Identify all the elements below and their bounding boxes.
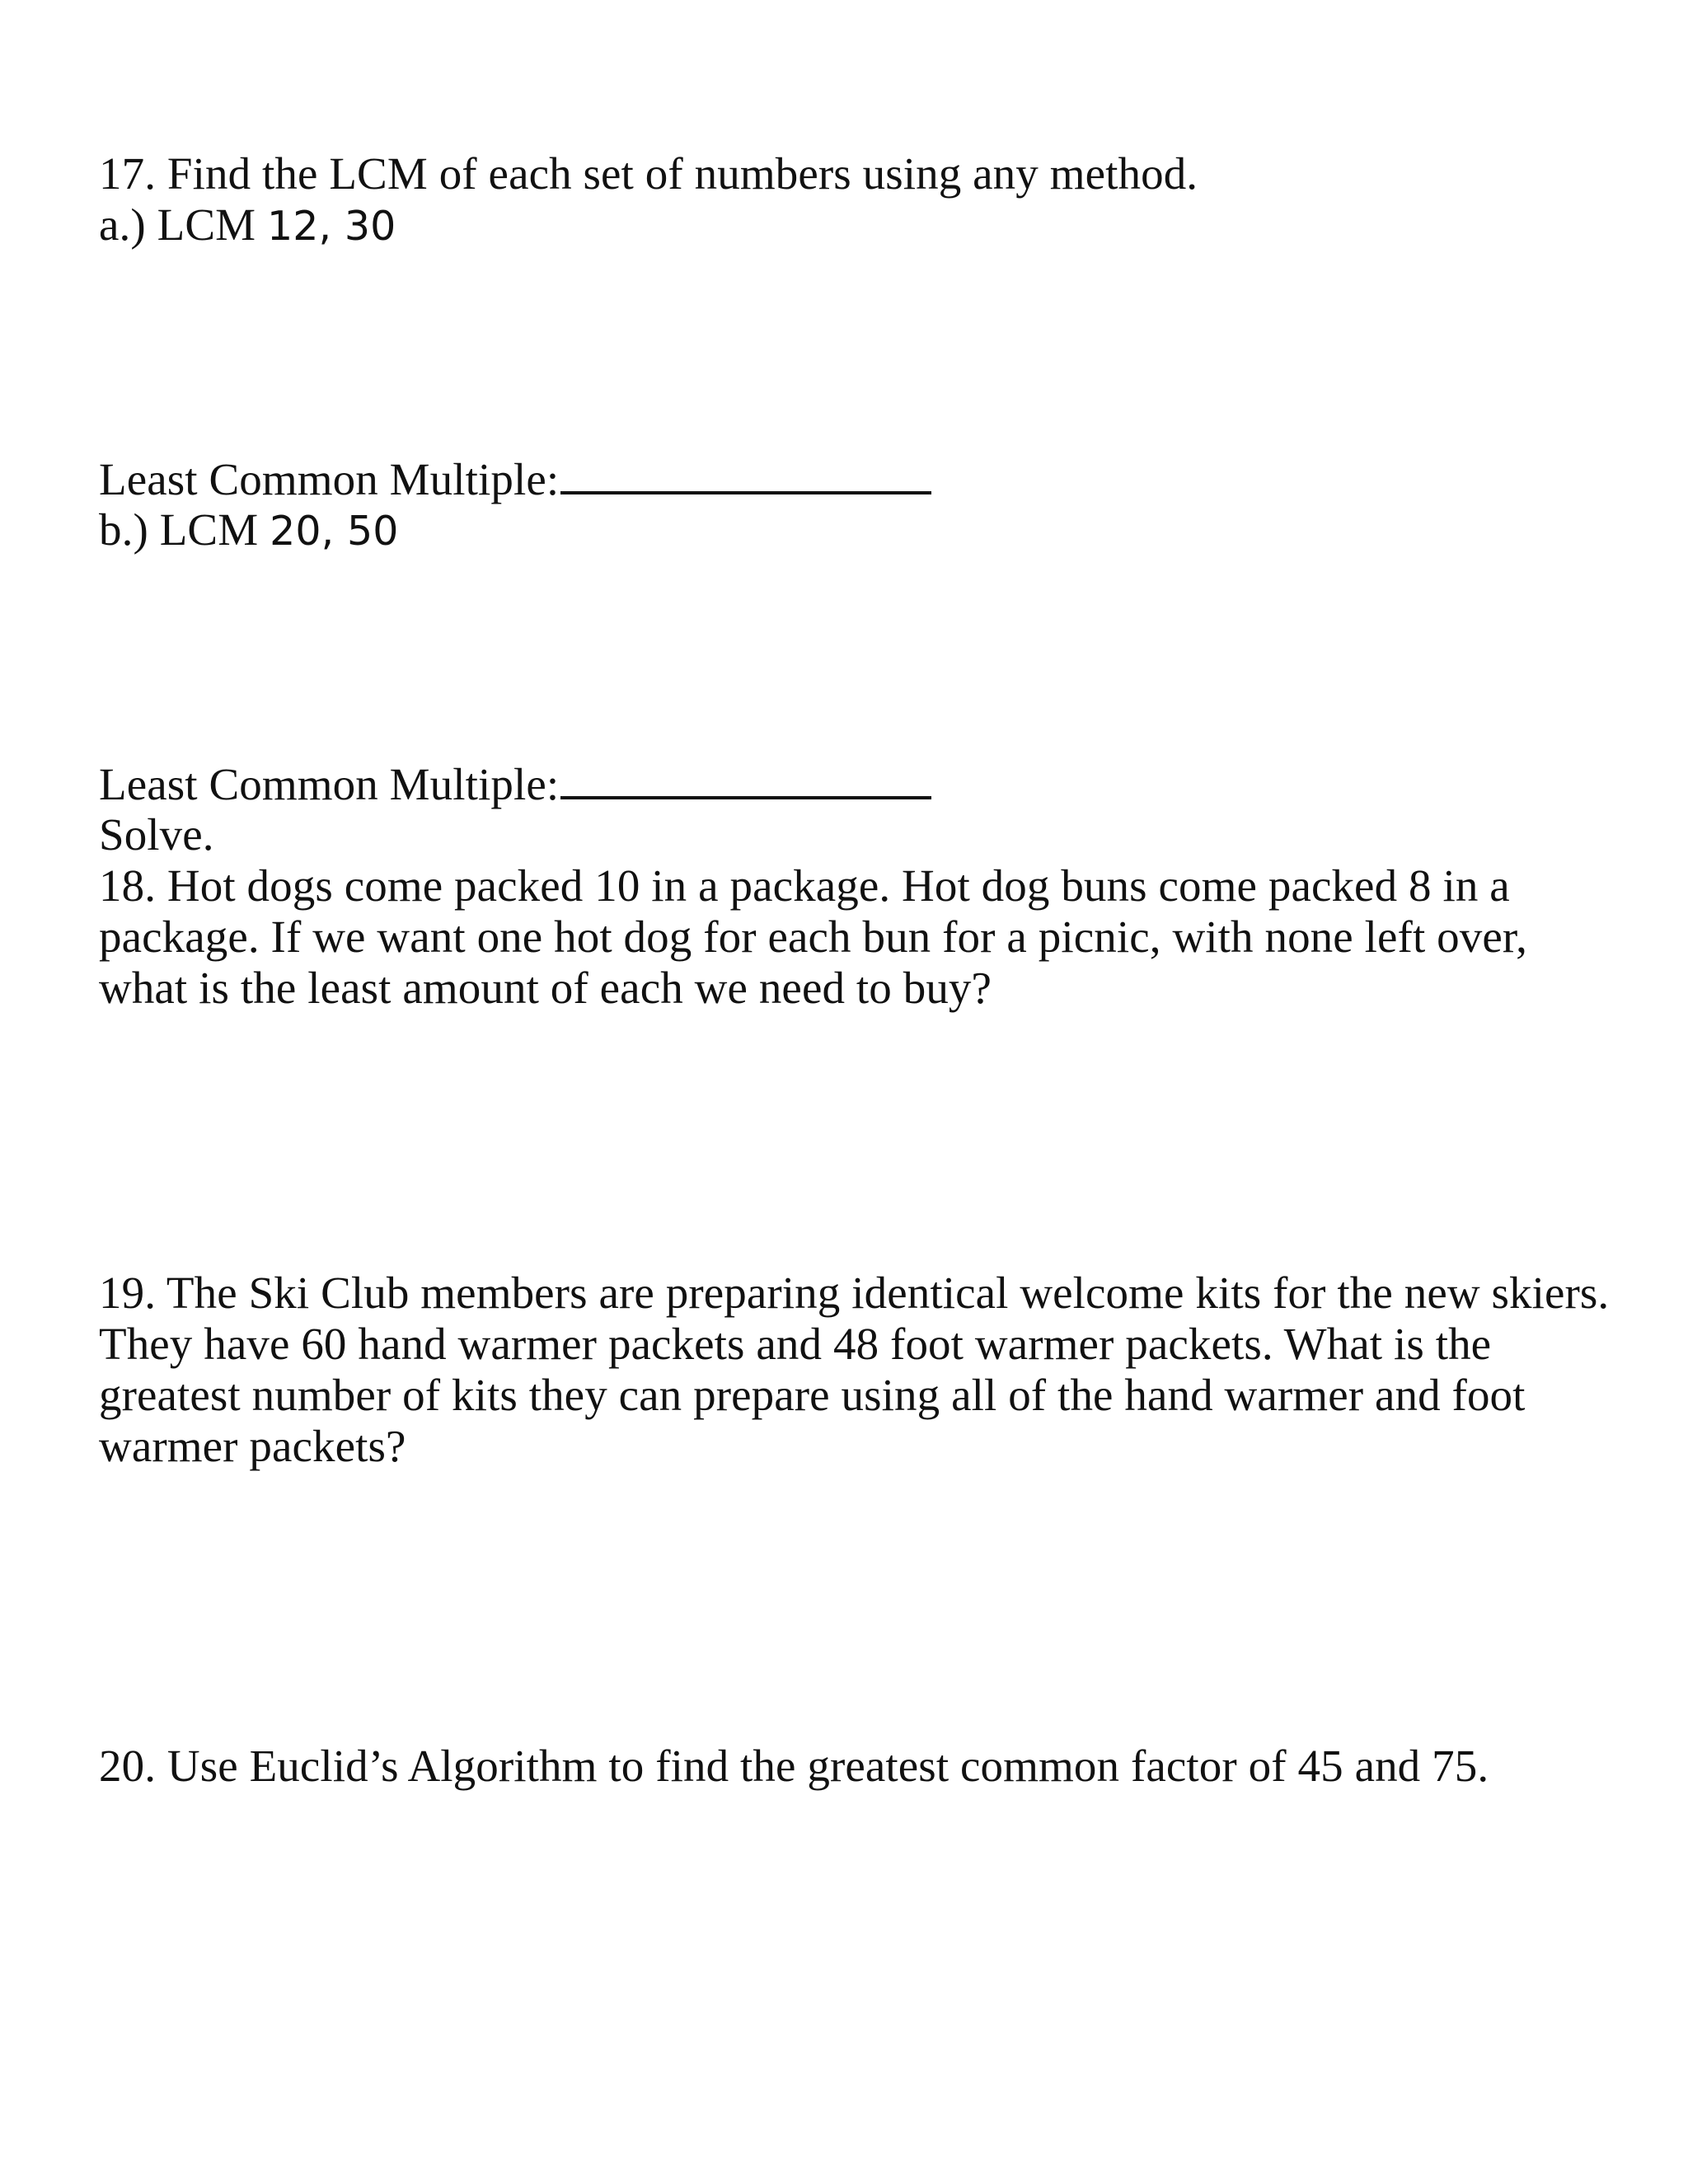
question-18-line-3: what is the least amount of each we need to buy? (99, 963, 992, 1013)
question-18-line-2: package. If we want one hot dog for each bun for a picnic, with none left over, (99, 912, 1527, 962)
question-19-line-2: They have 60 hand warmer packets and 48 foot warmer packets. What is the (99, 1319, 1492, 1369)
question-17a (99, 199, 396, 252)
question-19-line-1: 19. The Ski Club members are preparing identical welcome kits for the new skiers. (99, 1268, 1610, 1318)
question-17b (99, 504, 399, 557)
answer-label-17a: Least Common Multiple: (99, 454, 560, 504)
answer-line-17b (99, 758, 931, 810)
question-17a-label: a.) LCM (99, 199, 267, 250)
solve-heading: Solve. (99, 809, 214, 860)
answer-blank-17b[interactable] (560, 758, 931, 799)
question-20-line-1: 20. Use Euclid’s Algorithm to find the greatest common factor of 45 and 75. (99, 1741, 1489, 1791)
question-19-line-3: greatest number of kits they can prepare using all of the hand warmer and foot (99, 1370, 1526, 1420)
question-17b-numbers: 20, 50 (270, 508, 399, 555)
answer-label-17b: Least Common Multiple: (99, 759, 560, 809)
question-17-title: 17. Find the LCM of each set of numbers using any method. (99, 148, 1198, 199)
question-18-line-1: 18. Hot dogs come packed 10 in a package. Hot dog buns come packed 8 in a (99, 860, 1510, 911)
question-19-line-4: warmer packets? (99, 1421, 406, 1471)
answer-line-17a (99, 453, 931, 505)
question-17b-label: b.) LCM (99, 504, 270, 555)
question-17a-numbers: 12, 30 (266, 203, 396, 250)
answer-blank-17a[interactable] (560, 453, 931, 494)
